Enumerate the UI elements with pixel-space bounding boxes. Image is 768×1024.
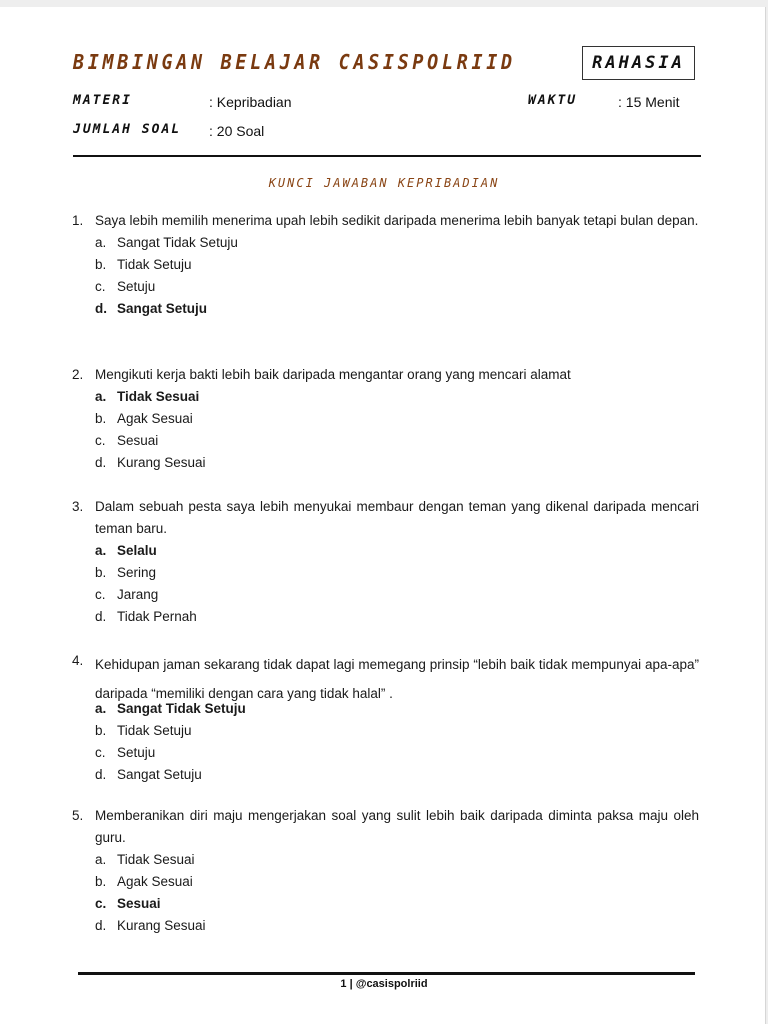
option-b: [95, 408, 699, 430]
document-title: BIMBINGAN BELAJAR CASISPOLRIID: [73, 50, 516, 74]
option-b: [95, 254, 699, 276]
classification-label: RAHASIA: [592, 53, 685, 73]
option-letter: d.: [95, 609, 107, 624]
document-page: [0, 7, 766, 1024]
option-text: Tidak Sesuai: [117, 852, 195, 867]
option-letter: b.: [95, 411, 107, 426]
option-a: [95, 540, 699, 562]
option-text: Sering: [117, 565, 157, 580]
option-text: Jarang: [117, 587, 159, 602]
option-text: Agak Sesuai: [117, 411, 193, 426]
option-letter: a.: [95, 543, 107, 558]
jumlah-soal-label: JUMLAH SOAL: [73, 122, 182, 137]
option-d: [95, 764, 699, 786]
question-number: 3.: [72, 499, 84, 514]
question-4: [72, 650, 699, 786]
option-b: [95, 720, 699, 742]
option-letter: c.: [95, 587, 106, 602]
question-text: Kehidupan jaman sekarang tidak dapat lagi memegang prinsip “lebih baik tidak mempunyai apa-apa” daripada “memiliki dengan cara yang tidak halal” .: [95, 657, 699, 701]
option-list: [95, 849, 699, 937]
question-number: 4.: [72, 653, 84, 668]
page-footer: 1 | @casispolriid: [340, 978, 428, 990]
question-2: [72, 364, 699, 474]
question-text: Dalam sebuah pesta saya lebih menyukai membaur dengan teman yang dikenal daripada mencari teman baru.: [95, 499, 699, 536]
option-letter: c.: [95, 433, 106, 448]
materi-label: MATERI: [73, 93, 132, 108]
question-number: 2.: [72, 367, 84, 382]
option-b: [95, 871, 699, 893]
header-divider: [73, 155, 701, 157]
option-c: [95, 893, 699, 915]
option-text: Tidak Setuju: [117, 723, 192, 738]
question-number: 5.: [72, 808, 84, 823]
option-letter: a.: [95, 389, 107, 404]
option-letter: c.: [95, 279, 106, 294]
option-c: [95, 430, 699, 452]
option-text: Tidak Pernah: [117, 609, 197, 624]
option-a: [95, 698, 699, 720]
option-letter: c.: [95, 896, 107, 911]
option-c: [95, 742, 699, 764]
question-text: Saya lebih memilih menerima upah lebih sedikit daripada menerima lebih banyak tetapi bulan depan.: [95, 213, 699, 228]
option-letter: a.: [95, 852, 107, 867]
jumlah-soal-value: : 20 Soal: [209, 123, 265, 139]
option-d: [95, 452, 699, 474]
option-letter: d.: [95, 767, 107, 782]
option-text: Sangat Tidak Setuju: [117, 701, 246, 716]
option-letter: d.: [95, 918, 107, 933]
option-text: Tidak Setuju: [117, 257, 192, 272]
waktu-label: WAKTU: [528, 93, 578, 108]
option-letter: a.: [95, 701, 107, 716]
option-text: Setuju: [117, 279, 156, 294]
footer-divider: [78, 972, 695, 975]
option-text: Sangat Setuju: [117, 767, 202, 782]
option-a: [95, 232, 699, 254]
option-list: [95, 386, 699, 474]
option-d: [95, 915, 699, 937]
question-3: [72, 496, 699, 628]
option-text: Tidak Sesuai: [117, 389, 200, 404]
option-text: Sangat Tidak Setuju: [117, 235, 238, 250]
question-number: 1.: [72, 213, 84, 228]
option-text: Kurang Sesuai: [117, 455, 206, 470]
classification-box: [582, 46, 695, 80]
option-letter: c.: [95, 745, 106, 760]
option-c: [95, 584, 699, 606]
option-text: Sangat Setuju: [117, 301, 208, 316]
option-d: [95, 606, 699, 628]
answer-key-subtitle: KUNCI JAWABAN KEPRIBADIAN: [268, 176, 500, 190]
option-letter: b.: [95, 874, 107, 889]
question-5: [72, 805, 699, 937]
option-text: Selalu: [117, 543, 157, 558]
option-text: Kurang Sesuai: [117, 918, 206, 933]
option-d: [95, 298, 699, 320]
option-text: Agak Sesuai: [117, 874, 193, 889]
option-b: [95, 562, 699, 584]
option-a: [95, 849, 699, 871]
question-1: [72, 210, 699, 320]
materi-value: : Kepribadian: [209, 94, 292, 110]
option-c: [95, 276, 699, 298]
option-a: [95, 386, 699, 408]
option-letter: b.: [95, 257, 107, 272]
option-list: [95, 232, 699, 320]
option-letter: b.: [95, 723, 107, 738]
option-list: [95, 698, 699, 786]
option-text: Sesuai: [117, 433, 159, 448]
option-text: Sesuai: [117, 896, 161, 911]
option-letter: d.: [95, 301, 107, 316]
option-letter: a.: [95, 235, 107, 250]
question-text: Mengikuti kerja bakti lebih baik daripada mengantar orang yang mencari alamat: [95, 367, 571, 382]
question-text: Memberanikan diri maju mengerjakan soal yang sulit lebih baik daripada diminta paksa maju oleh guru.: [95, 808, 699, 845]
option-text: Setuju: [117, 745, 156, 760]
option-letter: d.: [95, 455, 107, 470]
option-list: [95, 540, 699, 628]
option-letter: b.: [95, 565, 107, 580]
waktu-value: : 15 Menit: [618, 94, 680, 110]
